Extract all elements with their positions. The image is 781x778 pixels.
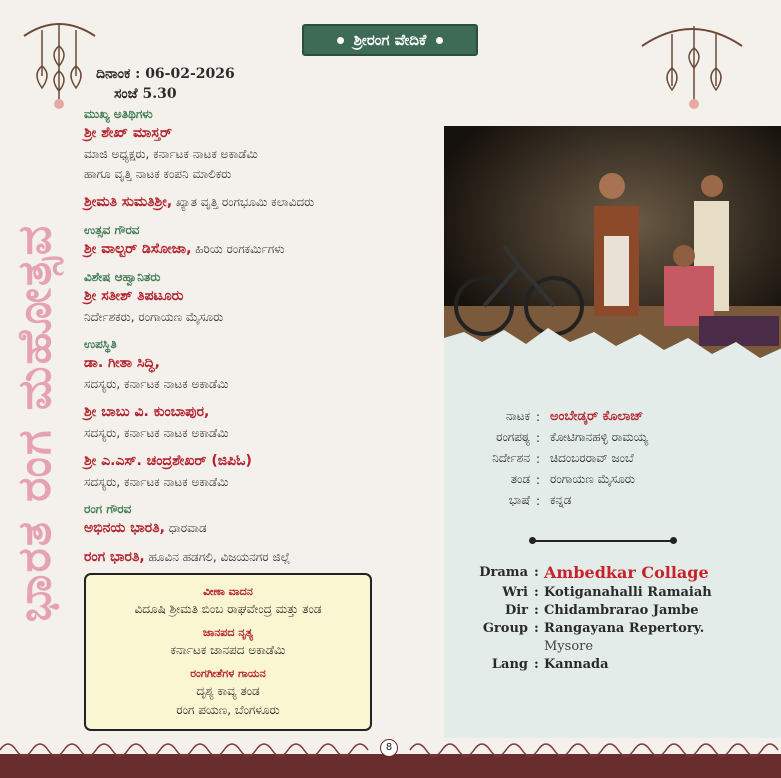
en-colon: : bbox=[534, 585, 539, 600]
kn-drama-label: ನಾಟಕ bbox=[505, 409, 530, 423]
special-invitee-desc: ನಿರ್ದೇಶಕರು, ರಂಗಾಯಣ ಮೈಸೂರು bbox=[84, 310, 224, 324]
en-director-value: Chidambrarao Jambe bbox=[544, 603, 699, 618]
veena-text: ವಿದೂಷಿ ಶ್ರೀಮತಿ ಬಿಂಬ ರಾಘವೇಂದ್ರ ಮತ್ತು ತಂಡ bbox=[134, 602, 322, 616]
kn-script-value: ಕೋಟಿಗಾನಹಳ್ಳಿ ರಾಮಯ್ಯ bbox=[550, 430, 649, 444]
kn-colon: : bbox=[536, 409, 541, 424]
page-header-badge bbox=[302, 24, 478, 56]
en-director-label: Dir bbox=[504, 603, 528, 618]
presence-1-desc: ಸದಸ್ಯರು, ಕರ್ನಾಟಕ ನಾಟಕ ಅಕಾಡೆಮಿ bbox=[84, 377, 229, 391]
special-invitee-heading: ವಿಶೇಷ ಆಹ್ವಾನಿತರು bbox=[84, 270, 161, 284]
presence-1-name: ಡಾ. ಗೀತಾ ಸಿದ್ಧಿ, bbox=[84, 355, 160, 371]
kn-colon: : bbox=[536, 430, 541, 445]
en-writer-value: Kotiganahalli Ramaiah bbox=[544, 585, 712, 600]
folk-dance-text: ಕರ್ನಾಟಕ ಜಾನಪದ ಅಕಾಡೆಮಿ bbox=[170, 643, 286, 657]
festival-vertical-title: ಭಾರತ ರಂಗ ಮಹೋತ್ಸವ bbox=[7, 223, 61, 623]
en-language-value: Kannada bbox=[544, 657, 609, 672]
festival-honour bbox=[84, 239, 414, 260]
kn-troupe-value: ರಂಗಾಯಣ ಮೈಸೂರು bbox=[550, 472, 635, 486]
folk-dance-heading: ಜಾನಪದ ನೃತ್ಯ bbox=[202, 626, 254, 639]
en-row-language bbox=[478, 656, 712, 674]
cultural-program-box bbox=[84, 573, 372, 731]
en-drama-value: Ambedkar Collage bbox=[544, 563, 709, 582]
festival-honour-heading: ಉತ್ಸವ ಗೌರವ bbox=[84, 223, 140, 237]
en-colon: : bbox=[534, 603, 539, 618]
chief-guest-2-desc: ಖ್ಯಾತ ವೃತ್ತಿ ರಂಗಭೂಮಿ ಕಲಾವಿದರು bbox=[172, 195, 315, 209]
kn-colon: : bbox=[536, 451, 541, 466]
veena-heading: ವೀಣಾ ವಾದನ bbox=[203, 585, 253, 598]
stage-honour-2-desc: ಹೂವಿನ ಹಡಗಲಿ, ವಿಜಯನಗರ ಜಿಲ್ಲೆ bbox=[144, 550, 291, 564]
chief-guests-heading: ಮುಖ್ಯ ಅತಿಥಿಗಳು bbox=[84, 107, 153, 121]
guest-list bbox=[84, 105, 414, 568]
kn-colon: : bbox=[536, 493, 541, 508]
kn-script-label: ರಂಗಪಠ್ಯ bbox=[496, 430, 530, 444]
torn-paper-edge bbox=[444, 308, 781, 398]
en-language-label: Lang bbox=[491, 657, 528, 672]
en-colon: : bbox=[534, 565, 539, 580]
kn-colon: : bbox=[536, 472, 541, 487]
en-row-director bbox=[478, 602, 712, 620]
songs-text-2: ರಂಗ ಪಯಣ, ಬೆಂಗಳೂರು bbox=[176, 703, 280, 717]
en-row-group-city bbox=[478, 638, 712, 656]
kn-row-direction bbox=[476, 448, 648, 469]
play-details-kannada bbox=[476, 406, 648, 511]
stage-honour-2-name: ರಂಗ ಭಾರತಿ, bbox=[84, 549, 145, 565]
chief-guest-2 bbox=[84, 192, 414, 213]
kn-language-value: ಕನ್ನಡ bbox=[550, 493, 572, 507]
en-colon: : bbox=[534, 621, 539, 636]
hanging-leaf-ornament-right bbox=[632, 16, 752, 111]
page-header-title: ಶ್ರೀರಂಗ ವೇದಿಕೆ bbox=[353, 31, 427, 49]
songs-text-1: ದೃಶ್ಯ ಕಾವ್ಯ ತಂಡ bbox=[196, 684, 260, 698]
kn-troupe-label: ತಂಡ bbox=[510, 472, 530, 486]
festival-honour-desc: ಹಿರಿಯ ರಂಗಕರ್ಮಿಗಳು bbox=[191, 242, 285, 256]
page-number: 8 bbox=[380, 739, 398, 757]
en-colon: : bbox=[534, 657, 539, 672]
kn-drama-value: ಅಂಬೇಡ್ಕರ್ ಕೊಲಾಜ್ bbox=[550, 409, 644, 424]
stage-honour-2 bbox=[84, 547, 414, 568]
songs-heading: ರಂಗಗೀತೆಗಳ ಗಾಯನ bbox=[190, 667, 266, 680]
en-row-drama bbox=[478, 562, 712, 584]
chief-guest-1-desc-2: ಹಾಗೂ ವೃತ್ತಿ ನಾಟಕ ಕಂಪನಿ ಮಾಲಿಕರು bbox=[84, 167, 232, 181]
special-invitee-name: ಶ್ರೀ ಸತೀಶ್ ತಿಪಟೂರು bbox=[84, 288, 184, 304]
bullet-dot-right bbox=[436, 37, 443, 44]
kn-row-troupe bbox=[476, 469, 648, 490]
kn-direction-label: ನಿರ್ದೇಶನ bbox=[492, 451, 530, 465]
play-details-english bbox=[478, 562, 712, 674]
event-date: ದಿನಾಂಕ : 06-02-2026 bbox=[96, 66, 235, 82]
presence-3-desc: ಸದಸ್ಯರು, ಕರ್ನಾಟಕ ನಾಟಕ ಅಕಾಡೆಮಿ bbox=[84, 475, 229, 489]
en-writer-label: Wri bbox=[502, 585, 528, 600]
en-drama-label: Drama bbox=[479, 565, 528, 580]
en-group-value: Rangayana Repertory. bbox=[544, 621, 705, 636]
event-date-block bbox=[96, 64, 235, 104]
stage-honour-heading: ರಂಗ ಗೌರವ bbox=[84, 502, 132, 516]
presence-2-desc: ಸದಸ್ಯರು, ಕರ್ನಾಟಕ ನಾಟಕ ಅಕಾಡೆಮಿ bbox=[84, 426, 229, 440]
bullet-dot-left bbox=[337, 37, 344, 44]
festival-honour-name: ಶ್ರೀ ವಾಲ್ಟರ್ ಡಿಸೋಜಾ, bbox=[84, 241, 192, 257]
chief-guest-1-name: ಶ್ರೀ ಶೇಖ್ ಮಾಸ್ತರ್ bbox=[84, 125, 172, 141]
presence-heading: ಉಪಸ್ಥಿತಿ bbox=[84, 337, 117, 351]
chief-guest-1-desc-1: ಮಾಜಿ ಅಧ್ಯಕ್ಷರು, ಕರ್ನಾಟಕ ನಾಟಕ ಅಕಾಡೆಮಿ bbox=[84, 147, 258, 161]
en-group-city: Mysore bbox=[544, 639, 594, 654]
en-row-group bbox=[478, 620, 712, 638]
kn-language-label: ಭಾಷೆ bbox=[508, 493, 530, 507]
en-row-writer bbox=[478, 584, 712, 602]
stage-honour-1-name: ಅಭಿನಯ ಭಾರತಿ, bbox=[84, 520, 165, 536]
stage-honour-1-desc: ಧಾರವಾಡ bbox=[164, 521, 207, 535]
presence-2-name: ಶ್ರೀ ಬಾಬು ವಿ. ಕುಂಬಾಪುರ, bbox=[84, 404, 210, 420]
kn-row-language bbox=[476, 490, 648, 511]
presence-3-name: ಶ್ರೀ ಎ.ಎಸ್. ಚಂದ್ರಶೇಖರ್ (ಜಿಪಿಓ) bbox=[84, 453, 252, 469]
hanging-leaf-ornament-left bbox=[22, 16, 97, 111]
chief-guest-2-name: ಶ್ರೀಮತಿ ಸುಮತಿಶ್ರೀ, bbox=[84, 194, 173, 210]
kn-row-drama bbox=[476, 406, 648, 427]
stage-honour-1 bbox=[84, 518, 414, 539]
section-divider bbox=[533, 540, 673, 542]
kn-row-script bbox=[476, 427, 648, 448]
en-group-label: Group bbox=[482, 621, 528, 636]
event-time: ಸಂಜೆ 5.30 bbox=[114, 86, 177, 102]
kn-direction-value: ಚಿದಂಬರರಾವ್ ಜಂಬೆ bbox=[550, 451, 634, 465]
